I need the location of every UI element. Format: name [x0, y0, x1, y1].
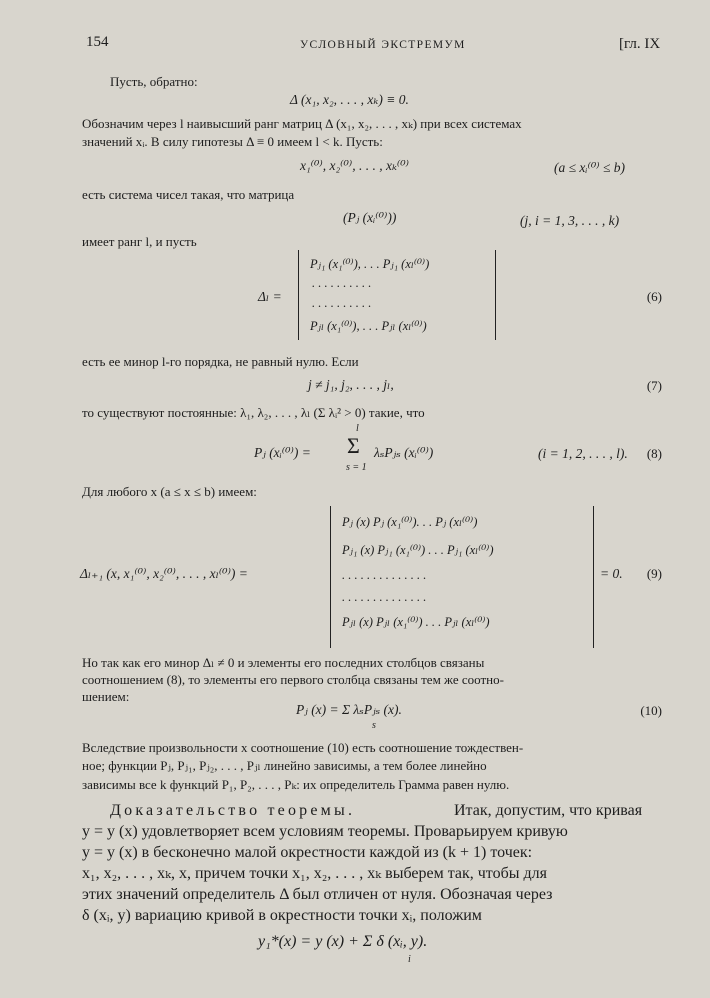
running-title: УСЛОВНЫЙ ЭКСТРЕМУМ	[300, 39, 466, 51]
text-line: есть система чисел такая, что матрица	[82, 187, 295, 202]
equation-lhs: Pⱼ (xᵢ⁽⁰⁾) =	[254, 445, 311, 460]
text-line: Итак, допустим, что кривая	[454, 802, 643, 819]
chapter-label: [гл. IX	[619, 36, 661, 52]
sum-lower-limit: s	[372, 720, 376, 731]
sum-lower-limit: s = 1	[346, 462, 367, 473]
text-line: δ (xᵢ, y) вариацию кривой в окрестности точки xᵢ, положим	[82, 907, 482, 924]
equation-number: (9)	[646, 566, 662, 581]
equation-condition: (i = 1, 2, . . . , l).	[538, 446, 628, 461]
determinant-label: Δₗ =	[258, 289, 282, 304]
equation-condition: (j, i = 1, 3, . . . , k)	[520, 213, 620, 228]
equation-number: (8)	[646, 446, 662, 461]
page-number: 154	[86, 34, 109, 50]
determinant-dots: . . . . . . . . . .	[312, 296, 372, 310]
text-line: ное; функции Pⱼ, Pⱼ₁, Pⱼ₂, . . . , Pⱼₗ линейно зависимы, а тем более линейно	[82, 758, 487, 773]
text-line: Пусть, обратно:	[110, 74, 198, 89]
text-line: Для любого x (a ≤ x ≤ b) имеем:	[82, 484, 257, 499]
determinant-row: Pⱼₗ (x₁⁽⁰⁾), . . . Pⱼₗ (xₗ⁽⁰⁾)	[310, 319, 427, 333]
determinant-dots: . . . . . . . . . . . . . .	[342, 568, 427, 582]
text-line: y = y (x) удовлетворяет всем условиям теоремы. Проварьируем кривую	[82, 823, 568, 840]
determinant-dots: . . . . . . . . . .	[312, 276, 372, 290]
text-line: Но так как его минор Δₗ ≠ 0 и элементы его последних столбцов связаны	[82, 655, 485, 670]
text-line: зависимы все k функций P₁, P₂, . . . , Pₖ: их определитель Грамма равен нулю.	[82, 777, 510, 792]
text-line: значений xᵢ. В силу гипотезы Δ ≡ 0 имеем l < k. Пусть:	[82, 134, 383, 149]
section-heading: Доказательство теоремы.	[110, 802, 356, 819]
determinant-label: Δₗ₊₁ (x, x₁⁽⁰⁾, x₂⁽⁰⁾, . . . , xₗ⁽⁰⁾) =	[80, 566, 248, 581]
equation-number: (10)	[640, 703, 662, 718]
text-line: Обозначим через l наивысший ранг матриц Δ (x₁, x₂, . . . , xₖ) при всех системах	[82, 116, 522, 131]
text-line: соотношением (8), то элементы его первого столбца связаны тем же соотно-	[82, 672, 504, 687]
text-line: то существуют постоянные: λ₁, λ₂, . . . , λₗ (Σ λᵢ² > 0) такие, что	[82, 405, 425, 420]
equation-rhs: = 0.	[600, 566, 623, 581]
determinant-extended	[330, 506, 594, 648]
equation-matrix: (Pⱼ (xᵢ⁽⁰⁾))	[343, 210, 397, 225]
determinant-row: Pⱼₗ (x) Pⱼₗ (x₁⁽⁰⁾) . . . Pⱼₗ (xₗ⁽⁰⁾)	[342, 615, 490, 629]
equation-condition: (a ≤ xᵢ⁽⁰⁾ ≤ b)	[554, 160, 625, 175]
text-line: Вследствие произвольности x соотношение (10) есть соотношение тождествен-	[82, 740, 524, 755]
equation-rhs: λₛPⱼₛ (xᵢ⁽⁰⁾)	[374, 445, 434, 460]
equation-number: (6)	[646, 289, 662, 304]
text-line: шением:	[82, 689, 130, 704]
equation-delta: Δ (x₁, x₂, . . . , xₖ) ≡ 0.	[290, 92, 409, 107]
equation-index: j ≠ j₁, j₂, . . . , jₗ,	[308, 377, 394, 392]
text-line: есть ее минор l-го порядка, не равный нулю. Если	[82, 354, 359, 369]
text-line: x₁, x₂, . . . , xₖ, x, причем точки x₁, x₂, . . . , xₖ выберем так, чтобы для	[82, 865, 547, 882]
text-line: имеет ранг l, и пусть	[82, 234, 197, 249]
determinant-row: Pⱼ₁ (x₁⁽⁰⁾), . . . Pⱼ₁ (xₗ⁽⁰⁾)	[310, 257, 430, 271]
text-line: y = y (x) в бесконечно малой окрестности каждой из (k + 1) точек:	[82, 844, 533, 861]
determinant-dots: . . . . . . . . . . . . . .	[342, 590, 427, 604]
determinant-minor	[298, 250, 496, 340]
sum-upper-limit: l	[356, 423, 359, 434]
equation-number: (7)	[646, 378, 662, 393]
text-line: этих значений определитель Δ был отличен от нуля. Обозначая через	[82, 886, 553, 903]
determinant-row: Pⱼ₁ (x) Pⱼ₁ (x₁⁽⁰⁾) . . . Pⱼ₁ (xₗ⁽⁰⁾)	[342, 543, 494, 557]
equation-system: x₁⁽⁰⁾, x₂⁽⁰⁾, . . . , xₖ⁽⁰⁾	[300, 158, 409, 173]
determinant-row: Pⱼ (x) Pⱼ (x₁⁽⁰⁾). . . Pⱼ (xₗ⁽⁰⁾)	[342, 515, 478, 529]
equation-variation: y₁*(x) = y (x) + Σ δ (xᵢ, y).	[258, 933, 428, 950]
sum-sign: Σ	[347, 433, 360, 458]
sum-lower-limit: i	[408, 954, 411, 965]
equation-linear: Pⱼ (x) = Σ λₛPⱼₛ (x).	[296, 702, 402, 717]
